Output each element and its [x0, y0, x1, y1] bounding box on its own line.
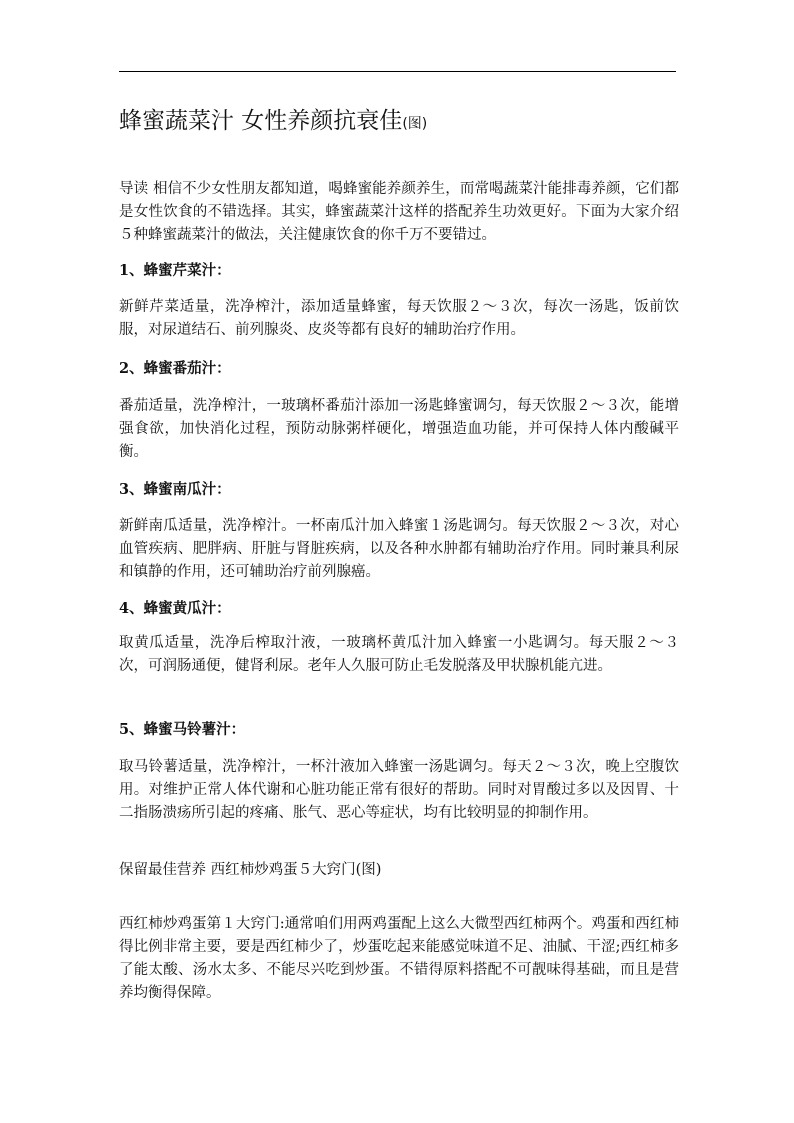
section-body-pumpkin: 新鲜南瓜适量，洗净榨汁。一杯南瓜汁加入蜂蜜１汤匙调匀。每天饮服２～３次，对心血管疾病、肥胖病、肝脏与肾脏疾病，以及各种水肿都有辅助治疗作用。同时兼具利尿和镇静的作用，还可辅助治疗前列腺癌。 [119, 518, 679, 580]
section-body-cucumber: 取黄瓜适量，洗净后榨取汁液，一玻璃杯黄瓜汁加入蜂蜜一小匙调匀。每天服２～３次，可润肠通便，健肾利尿。老年人久服可防止毛发脱落及甲状腺机能亢进。 [119, 635, 679, 674]
section-heading-celery: 1、蜂蜜芹菜汁： [119, 262, 231, 279]
section-heading-potato: 5、蜂蜜马铃薯汁： [119, 721, 246, 738]
section-body-potato: 取马铃薯适量，洗净榨汁，一杯汁液加入蜂蜜一汤匙调匀。每天２～３次，晚上空腹饮用。对维护正常人体代谢和心脏功能正常有很好的帮助。同时对胃酸过多以及因胃、十二指肠溃疡所引起的疼痛、胀气、恶心等症状，均有比较明显的抑制作用。 [119, 759, 679, 821]
section-body-tomato: 番茄适量，洗净榨汁，一玻璃杯番茄汁添加一汤匙蜂蜜调匀，每天饮服２～３次，能增强食欲，加快消化过程，预防动脉粥样硬化，增强造血功能，并可保持人体内酸碱平衡。 [119, 398, 679, 460]
section-body-celery: 新鲜芹菜适量，洗净榨汁，添加适量蜂蜜，每天饮服２～３次，每次一汤匙，饭前饮服，对尿道结石、前列腺炎、皮炎等都有良好的辅助治疗作用。 [119, 299, 679, 338]
article-title-suffix: (图) [402, 116, 428, 132]
top-divider-line [119, 71, 676, 72]
intro-paragraph: 导读 相信不少女性朋友都知道，喝蜂蜜能养颜养生，而常喝蔬菜汁能排毒养颜，它们都是女性饮食的不错选择。其实，蜂蜜蔬菜汁这样的搭配养生功效更好。下面为大家介绍５种蜂蜜蔬菜汁的做法，关注健康饮食的你千万不要错过。 [119, 181, 679, 243]
article-title-text: 蜂蜜蔬菜汁 女性养颜抗衰佳 [119, 108, 403, 134]
section-heading-pumpkin: 3、蜂蜜南瓜汁： [119, 481, 231, 498]
article-title [119, 104, 427, 141]
related-article-body: 西红柿炒鸡蛋第１大窍门:通常咱们用两鸡蛋配上这么大微型西红柿两个。鸡蛋和西红柿得比例非常主要，要是西红柿少了，炒蛋吃起来能感觉味道不足、油腻、干涩;西红柿多了能太酸、汤水太多、不能尽兴吃到炒蛋。不错得原料搭配不可靓味得基础，而且是营养均衡得保障。 [119, 916, 679, 1001]
related-article-title: 保留最佳营养 西红柿炒鸡蛋５大窍门(图) [119, 862, 382, 878]
section-heading-tomato: 2、蜂蜜番茄汁： [119, 360, 231, 377]
section-heading-cucumber: 4、蜂蜜黄瓜汁： [119, 600, 231, 617]
